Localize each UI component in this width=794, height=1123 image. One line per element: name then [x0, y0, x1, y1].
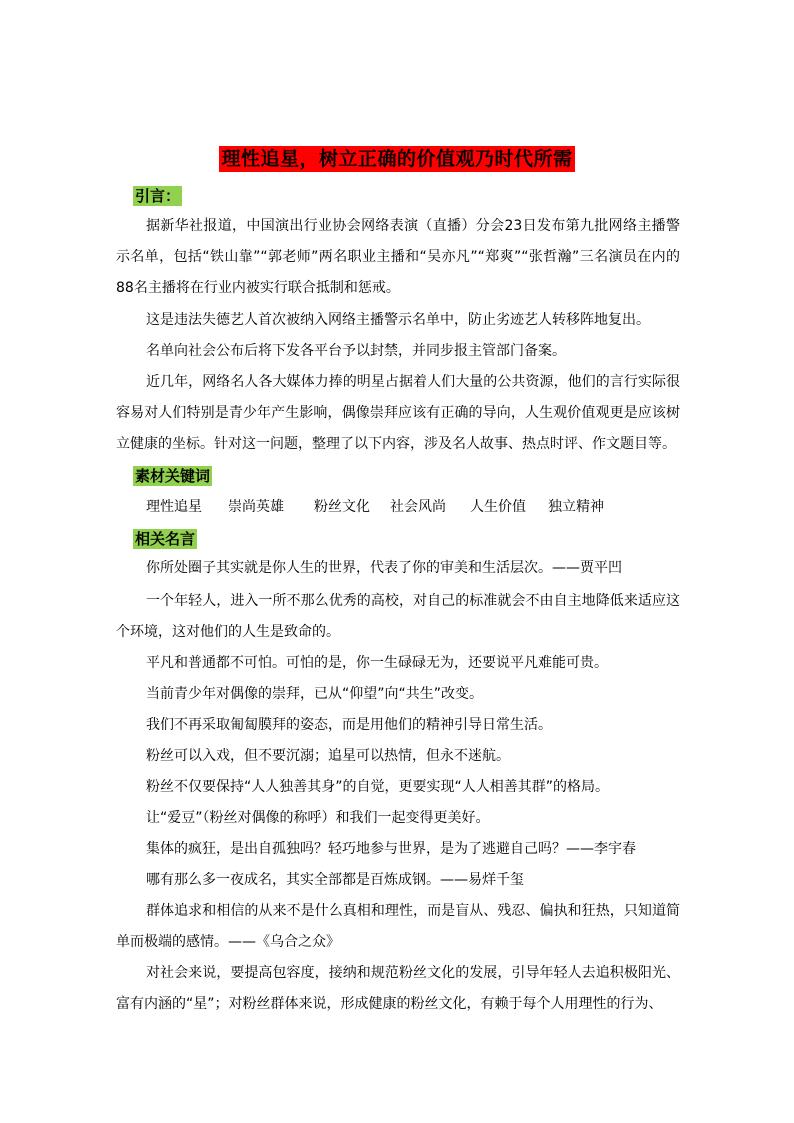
quote-item: 集体的疯狂，是出自孤独吗？轻巧地参与世界，是为了逃避自己吗？——李宇春	[146, 841, 636, 857]
document-title: 理性追星，树立正确的价值观乃时代所需	[221, 148, 573, 170]
quote-item: 哪有那么多一夜成名，其实全部都是百炼成钢。——易烊千玺	[146, 872, 524, 888]
quote-item: 粉丝不仅要保持“人人独善其身”的自觉，更要实现“人人相善其群”的格局。	[146, 779, 610, 795]
quote-item: 粉丝可以入戏，但不要沉溺；追星可以热情，但永不迷航。	[146, 748, 510, 764]
quote-item: 我们不再采取匍匐膜拜的姿态，而是用他们的精神引导日常生活。	[146, 717, 552, 733]
intro-paragraph-2: 这是违法失德艺人首次被纳入网络主播警示名单中，防止劣迹艺人转移阵地复出。	[146, 312, 650, 328]
quotes-heading: 相关名言	[135, 530, 196, 548]
keyword-item: 人生价值	[470, 499, 526, 515]
intro-paragraph-3: 名单向社会公布后将下发各平台予以封禁，并同步报主管部门备案。	[146, 343, 566, 359]
keyword-item: 社会风尚	[390, 499, 446, 515]
keyword-item: 独立精神	[548, 499, 604, 515]
keywords-row	[146, 493, 604, 521]
quote-item: 你所处圈子其实就是你人生的世界，代表了你的审美和生活层次。——贾平凹	[146, 560, 622, 576]
quote-item: 平凡和普通都不可怕。可怕的是，你一生碌碌无为，还要说平凡难能可贵。	[146, 655, 608, 671]
title-wrap	[0, 146, 794, 172]
quote-item: 让“爱豆”（粉丝对偶像的称呼）和我们一起变得更美好。	[146, 810, 490, 826]
quote-item: 当前青少年对偶像的崇拜，已从“仰望”向“共生”改变。	[146, 686, 484, 702]
quote-item: 群体追求和相信的从来不是什么真相和理性，而是盲从、残忍、偏执和狂热，只知道简单而极端的感情。——《乌合之众》	[116, 903, 680, 950]
quote-item: 对社会来说，要提高包容度，接纳和规范粉丝文化的发展，引导年轻人去追积极阳光、富有内涵的“星”；对粉丝群体来说，形成健康的粉丝文化，有赖于每个人用理性的行为、	[116, 965, 680, 1012]
keywords-heading: 素材关键词	[135, 467, 211, 485]
intro-heading: 引言：	[135, 187, 181, 205]
keyword-item: 理性追星	[146, 499, 202, 515]
keyword-item: 崇尚英雄	[228, 499, 284, 515]
keyword-item: 粉丝文化	[314, 499, 370, 515]
quote-item: 一个年轻人，进入一所不那么优秀的高校，对自己的标准就会不由自主地降低来适应这个环境，这对他们的人生是致命的。	[116, 593, 680, 640]
intro-paragraph-1: 据新华社报道，中国演出行业协会网络表演（直播）分会23日发布第九批网络主播警示名单，包括“铁山靠”“郭老师”两名职业主播和“吴亦凡”“郑爽”“张哲瀚”三名演员在内的88名主播将在行业内被实行联合抵制和惩戒。	[116, 218, 680, 296]
intro-paragraph-4: 近几年，网络名人各大媒体力捧的明星占据着人们大量的公共资源，他们的言行实际很容易对人们特别是青少年产生影响，偶像崇拜应该有正确的导向，人生观价值观更是应该树立健康的坐标。针对这一问题，整理了以下内容，涉及名人故事、热点时评、作文题目等。	[116, 374, 680, 452]
